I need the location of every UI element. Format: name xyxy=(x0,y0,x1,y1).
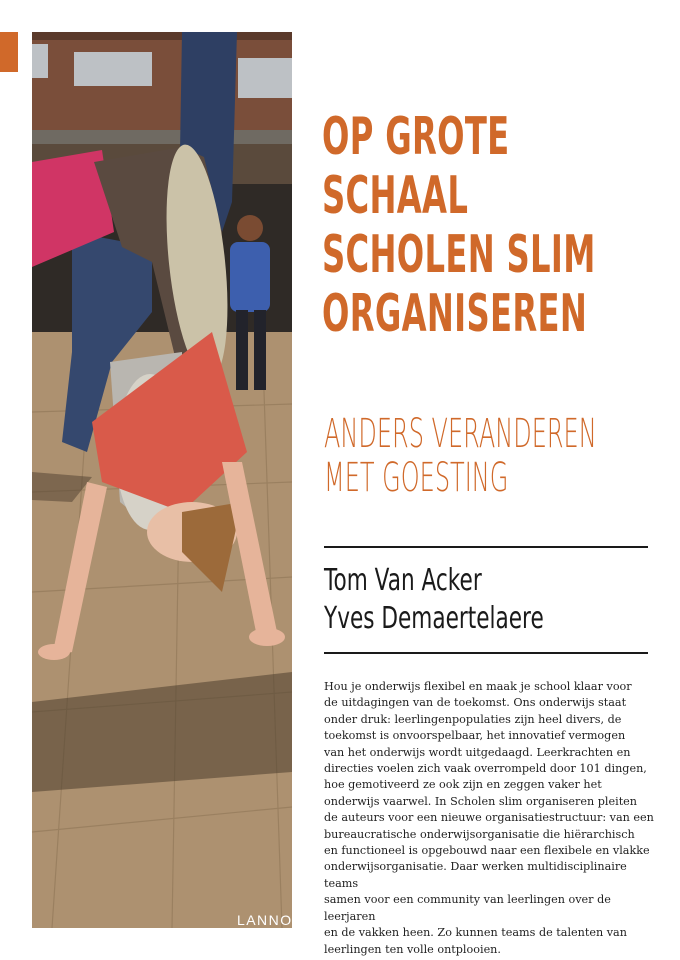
blurb-line: toekomst is onvoorspelbaar, het innovatief vermogen xyxy=(324,729,626,743)
author-1: Tom Van Acker xyxy=(324,563,482,598)
subtitle-line-2: MET GOESTING xyxy=(324,455,509,501)
blurb-line: de uitdagingen van de toekomst. Ons onderwijs staat xyxy=(324,696,627,710)
divider-bottom xyxy=(324,652,648,654)
blurb-text xyxy=(324,679,654,958)
authors xyxy=(324,562,654,638)
blurb-line: samen voor een community van leerlingen over de leerjaren xyxy=(324,893,611,923)
blurb-line: onderwijs vaarwel. In Scholen slim organiseren pleiten xyxy=(324,794,638,808)
blurb-line: onderwijsorganisatie. Daar werken multidisciplinaire teams xyxy=(324,860,627,890)
book-title xyxy=(322,108,662,344)
cover-photo-illustration xyxy=(32,32,292,928)
blurb-line: van het onderwijs wordt uitgedaagd. Leerkrachten en xyxy=(324,745,631,759)
blurb-line: de auteurs voor een nieuwe organisatiestructuur: van een xyxy=(324,811,654,825)
blurb-line: onder druk: leerlingenpopulaties zijn heel divers, de xyxy=(324,712,622,726)
divider-top xyxy=(324,546,648,548)
blurb-line: Hou je onderwijs flexibel en maak je school klaar voor xyxy=(324,680,632,693)
blurb-line: en de vakken heen. Zo kunnen teams de talenten van xyxy=(324,926,627,940)
author-2: Yves Demaertelaere xyxy=(324,601,544,636)
title-line-4: ORGANISEREN xyxy=(322,284,588,344)
blurb-line: en functioneel is opgebouwd naar een flexibele en vlakke xyxy=(324,844,650,858)
subtitle-line-1: ANDERS VERANDEREN xyxy=(324,411,597,457)
publisher-name: LANNOO xyxy=(236,912,306,928)
cover-photo xyxy=(32,32,306,944)
title-line-2: SCHAAL xyxy=(322,166,469,226)
publisher-imprint: CAMPUS xyxy=(237,928,305,944)
blurb-line: bureaucratische onderwijsorganisatie die hiërarchisch xyxy=(324,827,635,841)
blurb-line: hoe gemotiveerd ze ook zijn en zeggen vaker het xyxy=(324,778,602,792)
blurb-line: directies voelen zich vaak overrompeld door 101 dingen, xyxy=(324,762,647,776)
title-line-3: SCHOLEN SLIM xyxy=(322,225,596,285)
blurb-line: leerlingen ten volle ontplooien. xyxy=(324,942,501,956)
book-subtitle xyxy=(324,412,664,500)
title-line-1: OP GROTE xyxy=(322,107,510,167)
publisher-logo xyxy=(226,912,316,944)
accent-tab xyxy=(0,32,18,72)
